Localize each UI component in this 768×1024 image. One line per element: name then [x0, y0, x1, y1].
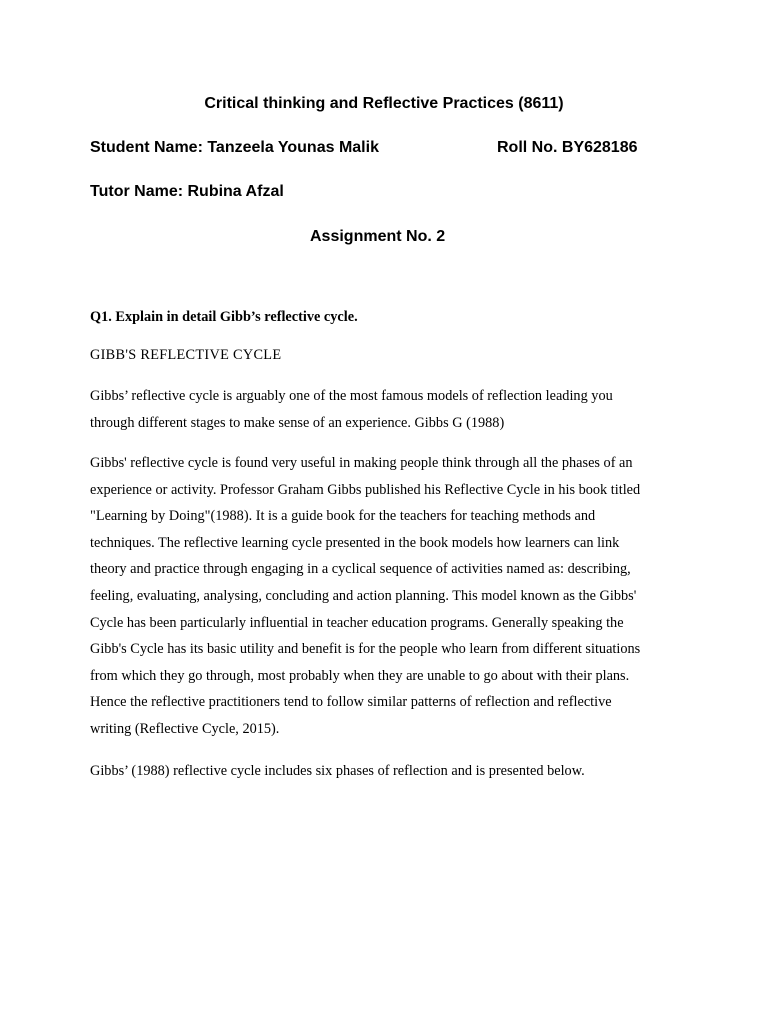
question-heading: Q1. Explain in detail Gibb’s reflective cycle. [90, 309, 358, 325]
paragraph-line: from which they go through, most probably when they are unable to go about with their plans. [90, 667, 630, 684]
paragraph-line: through different stages to make sense of an experience. Gibbs G (1988) [90, 414, 505, 431]
paragraph-2 [90, 450, 690, 743]
roll-number: Roll No. BY628186 [497, 139, 638, 156]
tutor-name: Tutor Name: Rubina Afzal [90, 183, 284, 200]
section-heading: GIBB'S REFLECTIVE CYCLE [90, 347, 282, 363]
paragraph-line: experience or activity. Professor Graham Gibbs published his Reflective Cycle in his book titled [90, 481, 641, 498]
paragraph-line: feeling, evaluating, analysing, concluding and action planning. This model known as the Gibbs' [90, 587, 637, 604]
paragraph-line: "Learning by Doing"(1988). It is a guide book for the teachers for teaching methods and [90, 508, 596, 525]
paragraph-3 [90, 758, 690, 785]
paragraph-line: theory and practice through engaging in a cyclical sequence of activities named as: describing, [90, 561, 631, 578]
paragraph-1 [90, 383, 690, 436]
paragraph-line: Gibbs’ reflective cycle is arguably one of the most famous models of reflection leading you [90, 388, 613, 404]
paragraph-line: writing (Reflective Cycle, 2015). [90, 720, 280, 737]
student-name: Student Name: Tanzeela Younas Malik [90, 139, 379, 156]
assignment-number: Assignment No. 2 [310, 228, 446, 245]
paragraph-line: Cycle has been particularly influential in teacher education programs. Generally speaking the [90, 614, 624, 631]
paragraph-line: Gibb's Cycle has its basic utility and benefit is for the people who learn from different situations [90, 641, 641, 658]
course-title: Critical thinking and Reflective Practices (8611) [204, 95, 564, 112]
paragraph-line: Gibbs’ (1988) reflective cycle includes six phases of reflection and is presented below. [90, 763, 585, 779]
paragraph-line: Gibbs' reflective cycle is found very useful in making people think through all the phases of an [90, 455, 633, 471]
paragraph-line: techniques. The reflective learning cycle presented in the book models how learners can link [90, 534, 620, 551]
paragraph-line: Hence the reflective practitioners tend to follow similar patterns of reflection and reflective [90, 694, 612, 711]
